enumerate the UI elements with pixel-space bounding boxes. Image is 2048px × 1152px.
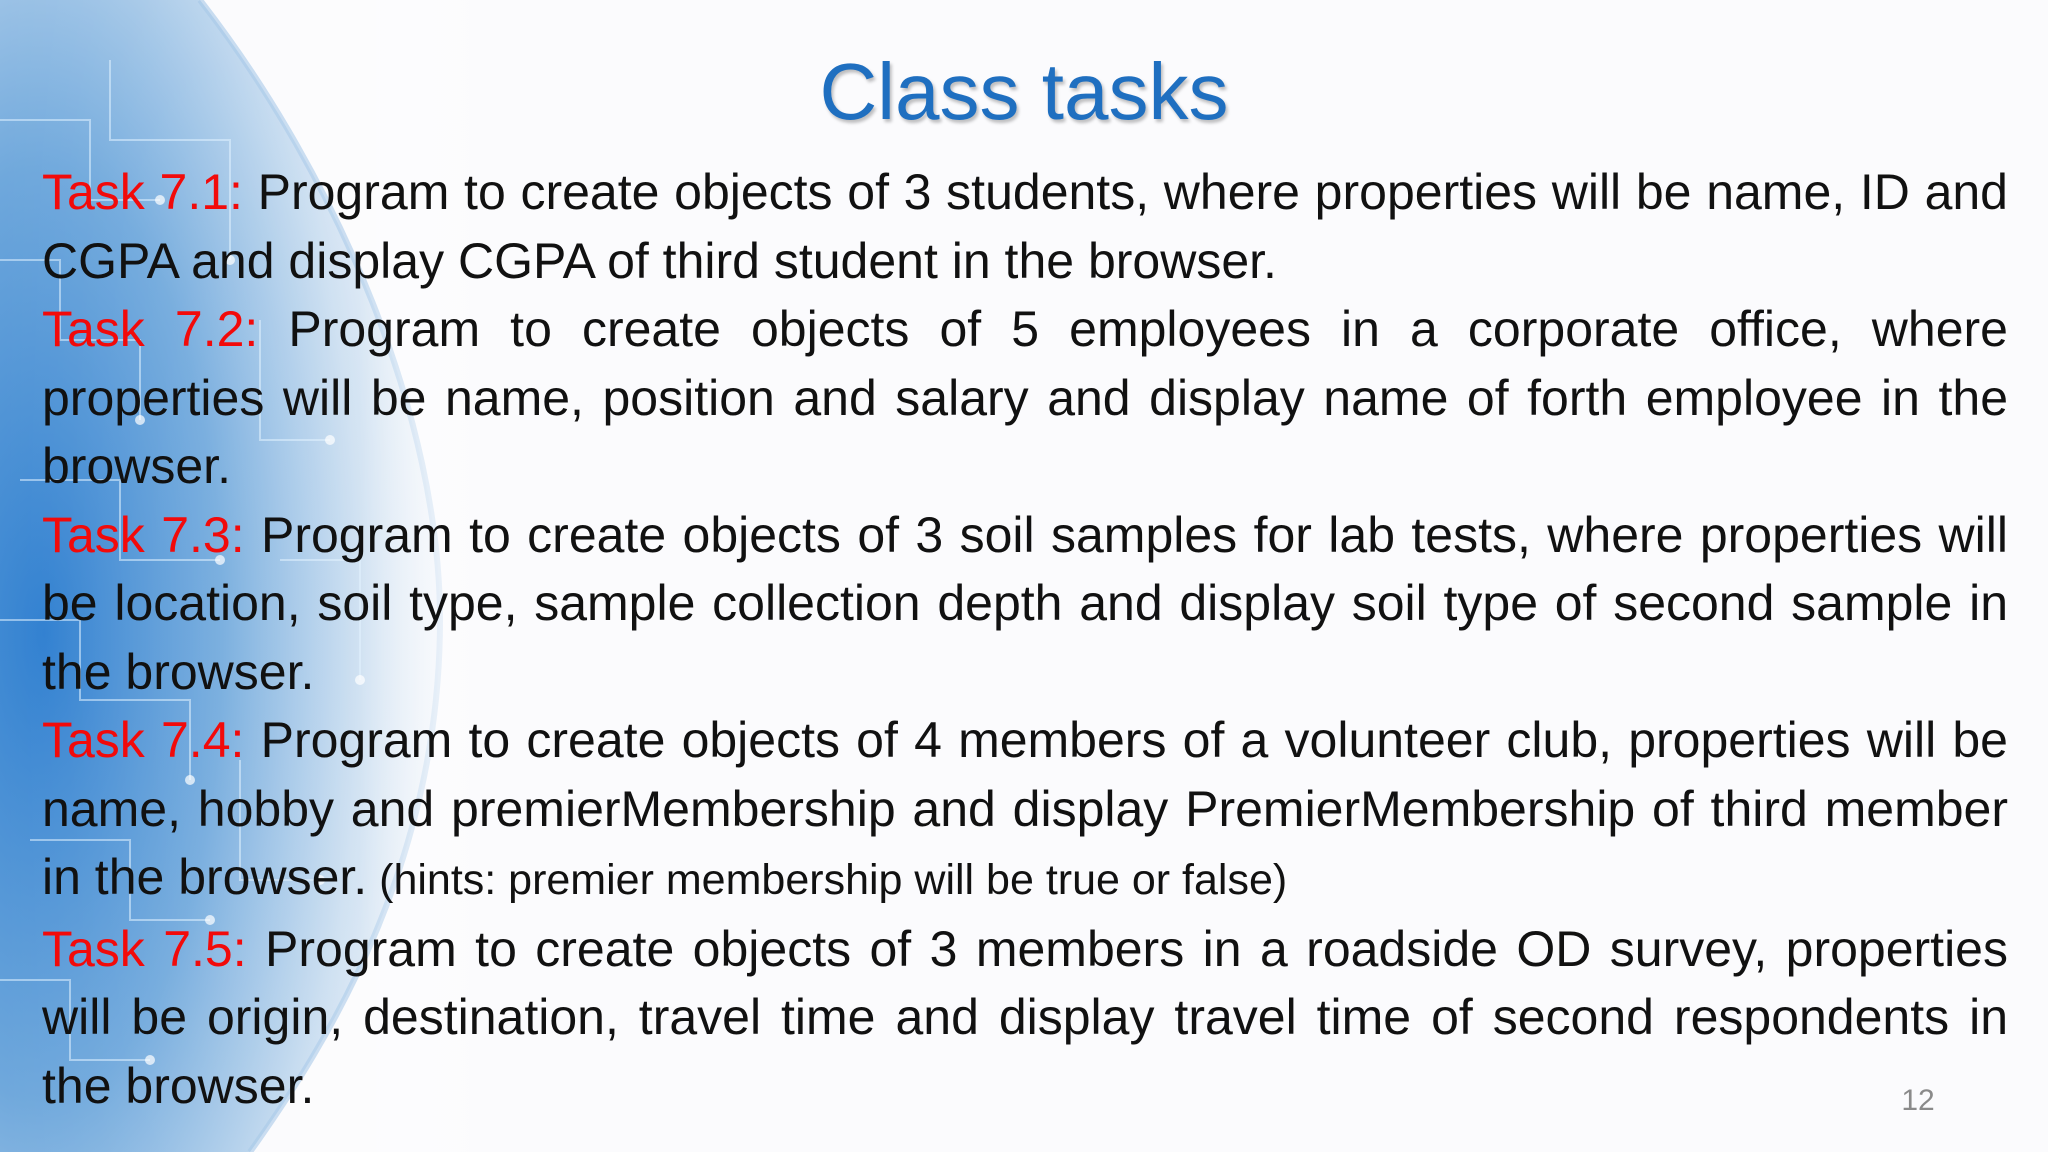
task-text: Program to create objects of 3 members in a roadside OD survey, properties will be origin, destination, travel time and display travel time of second respondents in the browser. (42, 920, 2008, 1114)
task-7-2 (42, 295, 2008, 501)
task-label: Task 7.2: (42, 301, 259, 357)
slide-title: Class tasks (819, 47, 1229, 136)
task-label: Task 7.3: (42, 506, 245, 563)
task-7-3 (42, 501, 2008, 707)
task-text: Program to create objects of 3 students, where properties will be name, ID and CGPA and display CGPA of third student in the browser. (42, 164, 2008, 289)
task-text: Program to create objects of 3 soil samples for lab tests, where properties will be location, soil type, sample collection depth and display soil type of second sample in the browser. (42, 506, 2008, 700)
task-hint: (hints: premier membership will be true or false) (367, 856, 1288, 904)
task-label: Task 7.4: (42, 712, 245, 768)
task-7-4 (42, 706, 2008, 915)
page-number: 12 (1901, 1084, 1935, 1117)
task-7-1 (42, 158, 2008, 295)
task-text: Program to create objects of 4 members of a volunteer club, properties will be name, hobby and premierMembership and display PremierMembership of third member in the browser. (42, 712, 2008, 905)
task-label: Task 7.1: (42, 164, 243, 220)
task-label: Task 7.5: (42, 920, 247, 977)
task-text: Program to create objects of 5 employees in a corporate office, where properties will be name, position and salary and display name of forth employee in the browser. (42, 301, 2008, 494)
task-list (42, 158, 2008, 1120)
task-7-5 (42, 915, 2008, 1121)
